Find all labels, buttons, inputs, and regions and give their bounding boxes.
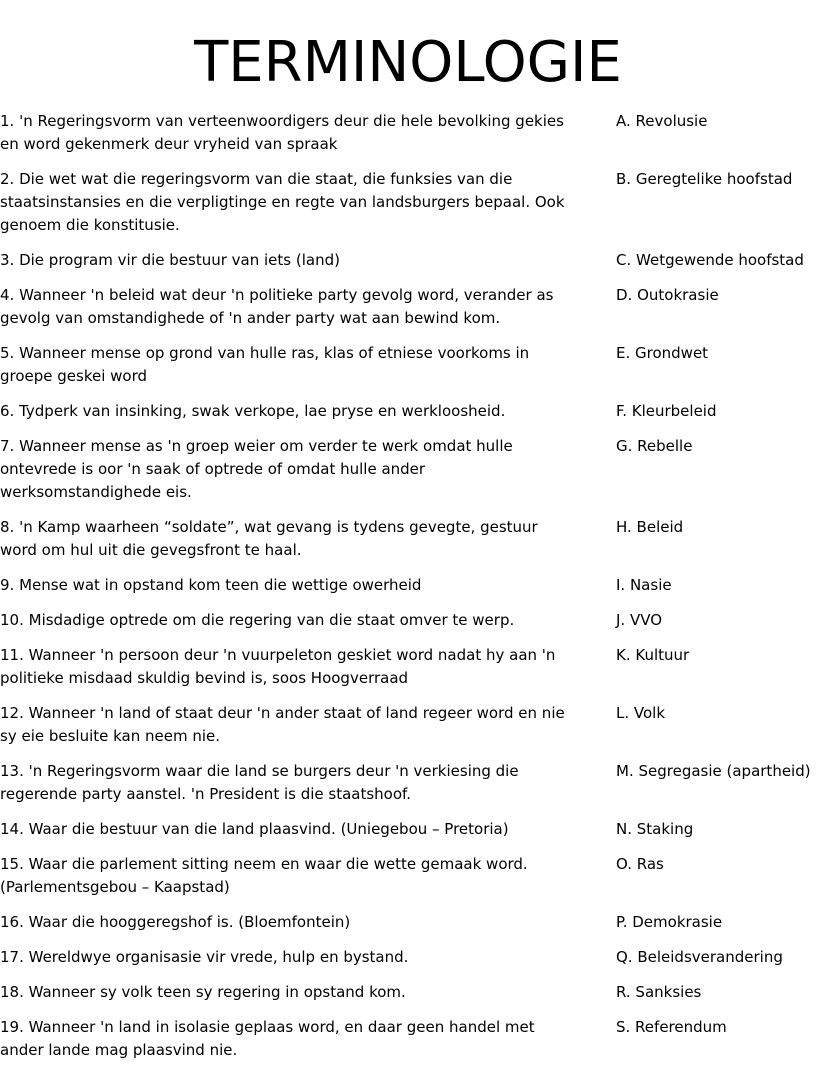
list-item xyxy=(0,400,816,423)
definition: 6. Tydperk van insinking, swak verkope, lae pryse en werkloosheid. xyxy=(0,402,506,420)
definition: 18. Wanneer sy volk teen sy regering in opstand kom. xyxy=(0,983,406,1001)
definition: 13. 'n Regeringsvorm waar die land se burgers deur 'n verkiesing die regerende party aanstel. 'n President is die staatshoof. xyxy=(0,762,519,803)
term: Q. Beleidsverandering xyxy=(616,948,783,966)
list-item xyxy=(0,342,816,388)
definition: 1. 'n Regeringsvorm van verteenwoordigers deur die hele bevolking gekies en word gekenmerk deur vryheid van spraak xyxy=(0,112,564,153)
term: I. Nasie xyxy=(616,576,672,594)
definition: 19. Wanneer 'n land in isolasie geplaas word, en daar geen handel met ander lande mag plaasvind nie. xyxy=(0,1018,535,1059)
term: D. Outokrasie xyxy=(616,286,719,304)
definition: 2. Die wet wat die regeringsvorm van die staat, die funksies van die staatsinstansies en die verpligtinge en regte van landsburgers bepaal. Ook genoem die konstitusie. xyxy=(0,170,565,234)
definition: 17. Wereldwye organisasie vir vrede, hulp en bystand. xyxy=(0,948,409,966)
term: A. Revolusie xyxy=(616,112,708,130)
term: N. Staking xyxy=(616,820,694,838)
definition: 11. Wanneer 'n persoon deur 'n vuurpeleton geskiet word nadat hy aan 'n politieke misdaad skuldig bevind is, soos Hoogverraad xyxy=(0,646,556,687)
list-item xyxy=(0,284,816,330)
definition: 16. Waar die hooggeregshof is. (Bloemfontein) xyxy=(0,913,351,931)
list-item xyxy=(0,516,816,562)
term: H. Beleid xyxy=(616,518,684,536)
definition: 5. Wanneer mense op grond van hulle ras, klas of etniese voorkoms in groepe geskei word xyxy=(0,344,530,385)
page-title: TERMINOLOGIE xyxy=(194,30,622,95)
list-item xyxy=(0,609,816,632)
list-item xyxy=(0,1016,816,1062)
list-item xyxy=(0,853,816,899)
definition: 10. Misdadige optrede om die regering van die staat omver te werp. xyxy=(0,611,515,629)
term: J. VVO xyxy=(616,611,663,629)
definition: 4. Wanneer 'n beleid wat deur 'n politieke party gevolg word, verander as gevolg van omstandighede of 'n ander party wat aan bewind kom. xyxy=(0,286,554,327)
definition: 14. Waar die bestuur van die land plaasvind. (Uniegebou – Pretoria) xyxy=(0,820,509,838)
term: M. Segregasie (apartheid) xyxy=(616,762,811,780)
term: L. Volk xyxy=(616,704,666,722)
definition: 8. 'n Kamp waarheen “soldate”, wat gevang is tydens gevegte, gestuur word om hul uit die gevegsfront te haal. xyxy=(0,518,538,559)
term: S. Referendum xyxy=(616,1018,727,1036)
term: P. Demokrasie xyxy=(616,913,723,931)
list-item xyxy=(0,168,816,237)
term: R. Sanksies xyxy=(616,983,702,1001)
definition: 15. Waar die parlement sitting neem en waar die wette gemaak word. (Parlementsgebou – Kaapstad) xyxy=(0,855,528,896)
term: G. Rebelle xyxy=(616,437,693,455)
list-item xyxy=(0,760,816,806)
list-item xyxy=(0,644,816,690)
list-item xyxy=(0,110,816,156)
list-item xyxy=(0,702,816,748)
definition: 9. Mense wat in opstand kom teen die wettige owerheid xyxy=(0,576,422,594)
term: K. Kultuur xyxy=(616,646,690,664)
term: F. Kleurbeleid xyxy=(616,402,717,420)
definition: 7. Wanneer mense as 'n groep weier om verder te werk omdat hulle ontevrede is oor 'n saak of optrede of omdat hulle ander werksomstandighede eis. xyxy=(0,437,513,501)
term: O. Ras xyxy=(616,855,664,873)
list-item xyxy=(0,946,816,969)
list-item xyxy=(0,574,816,597)
terminology-list xyxy=(0,110,816,1074)
term: C. Wetgewende hoofstad xyxy=(616,251,804,269)
list-item xyxy=(0,435,816,504)
term: B. Geregtelike hoofstad xyxy=(616,170,793,188)
list-item xyxy=(0,981,816,1004)
definition: 12. Wanneer 'n land of staat deur 'n ander staat of land regeer word en nie sy eie besluite kan neem nie. xyxy=(0,704,565,745)
list-item xyxy=(0,818,816,841)
list-item xyxy=(0,249,816,272)
list-item xyxy=(0,911,816,934)
term: E. Grondwet xyxy=(616,344,709,362)
definition: 3. Die program vir die bestuur van iets (land) xyxy=(0,251,340,269)
